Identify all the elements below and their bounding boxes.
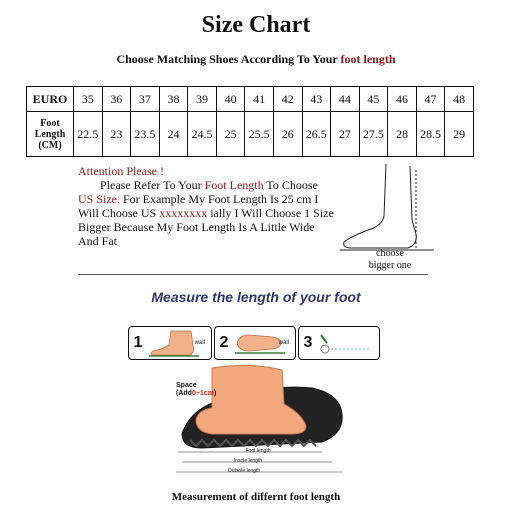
note-text: ially I Will Choose 1 Size bbox=[207, 206, 334, 220]
space-label bbox=[176, 382, 216, 398]
note-highlight: Foot Length bbox=[204, 178, 264, 192]
subtitle-text: Choose Matching Shoes According To Your bbox=[116, 52, 341, 66]
euro-cell: 48 bbox=[445, 87, 474, 112]
choose-bigger-label bbox=[360, 248, 420, 272]
space-label-text: ) bbox=[213, 390, 217, 397]
step-number: 1 bbox=[131, 333, 145, 353]
note-text: Please Refer To Your bbox=[100, 178, 205, 192]
space-label-text: (Add bbox=[176, 390, 192, 397]
subtitle bbox=[0, 52, 512, 67]
length-header-line: Length bbox=[34, 128, 66, 140]
step-number: 2 bbox=[217, 333, 231, 353]
length-header-line: (CM) bbox=[38, 139, 62, 151]
subtitle-highlight: foot length bbox=[340, 52, 396, 66]
length-cell: 29 bbox=[445, 112, 474, 157]
euro-cell: 44 bbox=[331, 87, 360, 112]
attention-title: Attention Please ! bbox=[78, 164, 164, 178]
length-cell: 22.5 bbox=[74, 112, 103, 157]
note-line bbox=[78, 178, 340, 192]
euro-cell: 41 bbox=[245, 87, 274, 112]
foot-sketch-icon bbox=[338, 160, 438, 252]
euro-cell: 45 bbox=[359, 87, 388, 112]
space-label-highlight: 0~1cm bbox=[191, 390, 214, 397]
euro-row bbox=[27, 87, 474, 112]
choose-label-line: choose bbox=[376, 248, 404, 259]
length-cell: 25.5 bbox=[245, 112, 274, 157]
note-text: For Example My Foot Length Is 25 cm I bbox=[120, 192, 319, 206]
euro-cell: 43 bbox=[302, 87, 331, 112]
length-header bbox=[27, 112, 74, 157]
ruler-icon bbox=[317, 331, 373, 355]
length-row bbox=[27, 112, 474, 157]
diagram-caption: Measurement of differnt foot length bbox=[171, 491, 341, 503]
space-label-title: Space bbox=[176, 382, 197, 389]
note-text: Will Choose US bbox=[78, 206, 160, 220]
step-2-panel bbox=[214, 326, 296, 360]
length-cell: 27 bbox=[331, 112, 360, 157]
measure-title: Measure the length of your foot bbox=[151, 289, 361, 305]
note-highlight: US Size. bbox=[78, 192, 120, 206]
outsole-length-label: Outsole length bbox=[227, 468, 261, 474]
length-cell: 26 bbox=[273, 112, 302, 157]
length-cell: 23.5 bbox=[131, 112, 160, 157]
note-text: To Choose bbox=[263, 178, 318, 192]
note-line: And Fat bbox=[78, 234, 117, 248]
euro-cell: 38 bbox=[159, 87, 188, 112]
divider bbox=[78, 274, 428, 275]
length-header-line: Foot bbox=[40, 117, 60, 129]
wall-label: wall bbox=[194, 340, 205, 346]
euro-cell: 42 bbox=[273, 87, 302, 112]
choose-label-line: bigger one bbox=[368, 260, 412, 271]
euro-header: EURO bbox=[27, 87, 74, 112]
euro-cell: 37 bbox=[131, 87, 160, 112]
foot-side-icon bbox=[147, 329, 201, 357]
euro-cell: 39 bbox=[188, 87, 217, 112]
wall-label: wall bbox=[278, 340, 289, 346]
note-highlight: xxxxxxxx bbox=[159, 206, 208, 220]
foot-length-label: Foot length bbox=[245, 448, 271, 454]
euro-cell: 35 bbox=[74, 87, 103, 112]
length-cell: 24.5 bbox=[188, 112, 217, 157]
length-cell: 23 bbox=[102, 112, 131, 157]
step-3-panel bbox=[298, 326, 380, 360]
step-1-panel bbox=[128, 326, 212, 360]
insole-length-label: Insole length bbox=[233, 458, 263, 464]
euro-cell: 36 bbox=[102, 87, 131, 112]
size-table bbox=[26, 86, 474, 157]
note-line: Bigger Because My Foot Length Is A Little Wide bbox=[78, 220, 315, 234]
length-cell: 26.5 bbox=[302, 112, 331, 157]
euro-cell: 40 bbox=[216, 87, 245, 112]
length-cell: 28.5 bbox=[416, 112, 445, 157]
length-cell: 25 bbox=[216, 112, 245, 157]
length-cell: 27.5 bbox=[359, 112, 388, 157]
note-line bbox=[78, 206, 340, 220]
note-line bbox=[78, 192, 340, 206]
page-title: Size Chart bbox=[201, 12, 311, 38]
length-cell: 24 bbox=[159, 112, 188, 157]
attention-body bbox=[78, 178, 340, 248]
euro-cell: 46 bbox=[388, 87, 417, 112]
length-cell: 28 bbox=[388, 112, 417, 157]
step-number: 3 bbox=[301, 333, 315, 353]
euro-cell: 47 bbox=[416, 87, 445, 112]
